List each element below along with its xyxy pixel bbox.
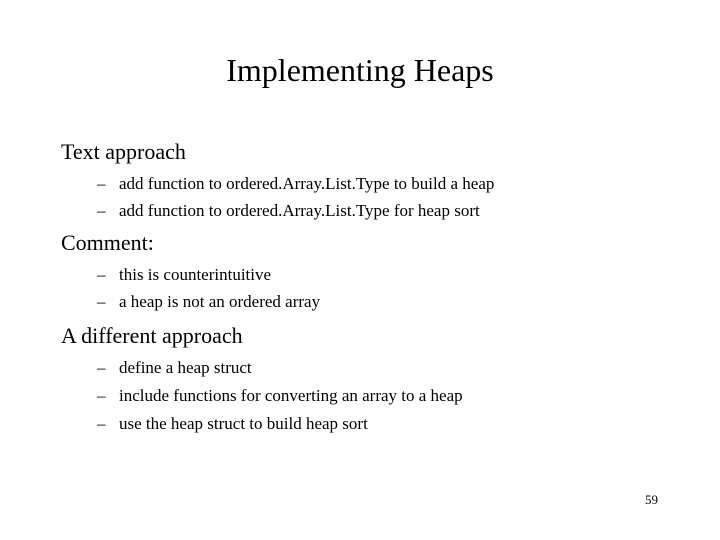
sub-bullet xyxy=(97,291,320,313)
sub-bullet-text: include functions for converting an array to a heap xyxy=(119,386,463,405)
sub-bullet-text: add function to ordered.Array.List.Type to build a heap xyxy=(119,174,495,193)
sub-bullet xyxy=(97,385,463,407)
sub-bullet xyxy=(97,173,494,195)
section-heading-text-approach: Text approach xyxy=(61,139,186,164)
page-number: 59 xyxy=(645,492,658,507)
dash-marker: – xyxy=(97,386,106,405)
sub-bullet-text: define a heap struct xyxy=(119,358,252,377)
slide-title: Implementing Heaps xyxy=(226,52,494,88)
sub-bullet xyxy=(97,264,271,286)
section-heading-different-approach: A different approach xyxy=(61,323,243,348)
sub-bullet xyxy=(97,357,252,379)
sub-bullet-text: add function to ordered.Array.List.Type for heap sort xyxy=(119,201,480,220)
dash-marker: – xyxy=(97,292,106,311)
dash-marker: – xyxy=(97,201,106,220)
dash-marker: – xyxy=(97,265,106,284)
sub-bullet-text: use the heap struct to build heap sort xyxy=(119,414,368,433)
dash-marker: – xyxy=(97,414,106,433)
section-heading-comment: Comment: xyxy=(61,230,154,255)
dash-marker: – xyxy=(97,358,106,377)
sub-bullet xyxy=(97,413,368,435)
sub-bullet xyxy=(97,200,480,222)
sub-bullet-text: a heap is not an ordered array xyxy=(119,292,321,311)
sub-bullet-text: this is counterintuitive xyxy=(119,265,272,284)
dash-marker: – xyxy=(97,174,106,193)
